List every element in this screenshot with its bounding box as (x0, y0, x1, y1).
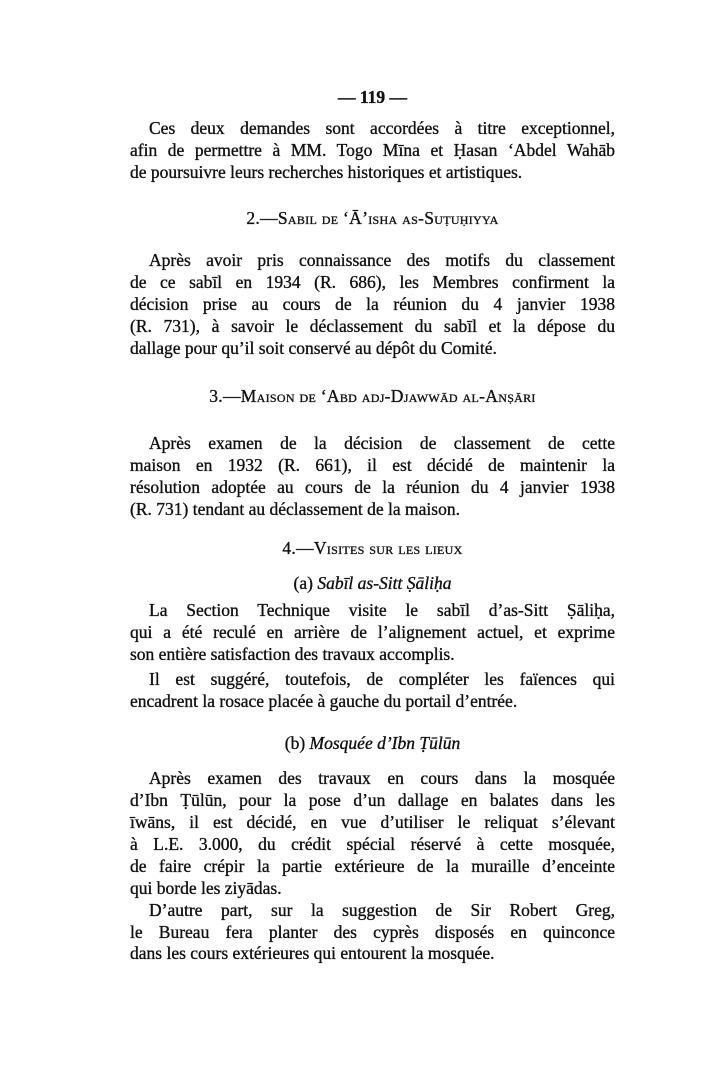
text-line: (R. 731) tendant au déclassement de la maison. (130, 499, 460, 519)
text-line: Après examen des travaux en cours dans la mosquée (149, 768, 615, 788)
subsection-label: (b) (284, 733, 306, 753)
text-line: qui borde les ziyādas. (130, 878, 282, 898)
text-line: Ces deux demandes sont accordées à titre exceptionnel, (149, 118, 615, 138)
text-line: dans les cours extérieures qui entourent la mosquée. (130, 943, 495, 963)
text-line: maison en 1932 (R. 661), il est décidé de maintenir la (130, 455, 615, 475)
text-line: īwāns, il est décidé, en vue d’utiliser le reliquat s’élevant (130, 812, 615, 832)
page-number: — 119 — (337, 87, 408, 107)
subsection-heading-a (130, 572, 615, 594)
text-line: de poursuivre leurs recherches historiques et artistiques. (130, 162, 523, 182)
text-line: (R. 731), à savoir le déclassement du sabīl et la dépose du (130, 316, 615, 336)
text-line: résolution adoptée au cours de la réunion du 4 janvier 1938 (130, 477, 615, 497)
text-line: qui a été reculé en arrière de l’alignement actuel, et exprime (130, 622, 615, 642)
text-line: Il est suggéré, toutefois, de compléter les faïences qui (149, 669, 615, 689)
text-line: afin de permettre à MM. Togo Mīna et Ḥasan ‘Abdel Wahāb (130, 140, 615, 160)
section-heading-4: 4.—Visites sur les lieux (282, 538, 463, 558)
text-line: Après examen de la décision de classement de cette (149, 433, 615, 453)
text-line: dallage pour qu’il soit conservé au dépôt du Comité. (130, 338, 497, 358)
section-heading-2: 2.—Sabil de ‘Ā’isha as-Suṭuḥiyya (246, 208, 499, 228)
text-line: à L.E. 3.000, du crédit spécial réservé à cette mosquée, (130, 834, 615, 854)
subsection-title: Mosquée d’Ibn Ṭūlūn (309, 733, 461, 753)
text-line: son entière satisfaction des travaux accomplis. (130, 644, 455, 664)
subsection-label: (a) (293, 573, 313, 593)
subsection-heading-b (130, 732, 615, 754)
text-line: La Section Technique visite le sabīl d’as-Sitt Ṣāliḥa, (149, 600, 615, 620)
text-line: de faire crépir la partie extérieure de la muraille d’enceinte (130, 856, 615, 876)
text-line: décision prise au cours de la réunion du 4 janvier 1938 (130, 294, 615, 314)
text-line: le Bureau fera planter des cyprès disposés en quinconce (130, 922, 615, 942)
text-line: de ce sabīl en 1934 (R. 686), les Membres confirment la (130, 272, 615, 292)
text-line: D’autre part, sur la suggestion de Sir Robert Greg, (149, 900, 615, 920)
text-line: encadrent la rosace placée à gauche du portail d’entrée. (130, 691, 518, 711)
text-line: d’Ibn Ṭūlūn, pour la pose d’un dallage en balates dans les (130, 790, 615, 810)
subsection-title: Sabīl as-Sitt Ṣāliḥa (317, 573, 452, 593)
section-heading-3: 3.—Maison de ‘Abd adj-Djawwād al-Anṣāri (209, 386, 536, 406)
text-line: Après avoir pris connaissance des motifs du classement (149, 250, 615, 270)
